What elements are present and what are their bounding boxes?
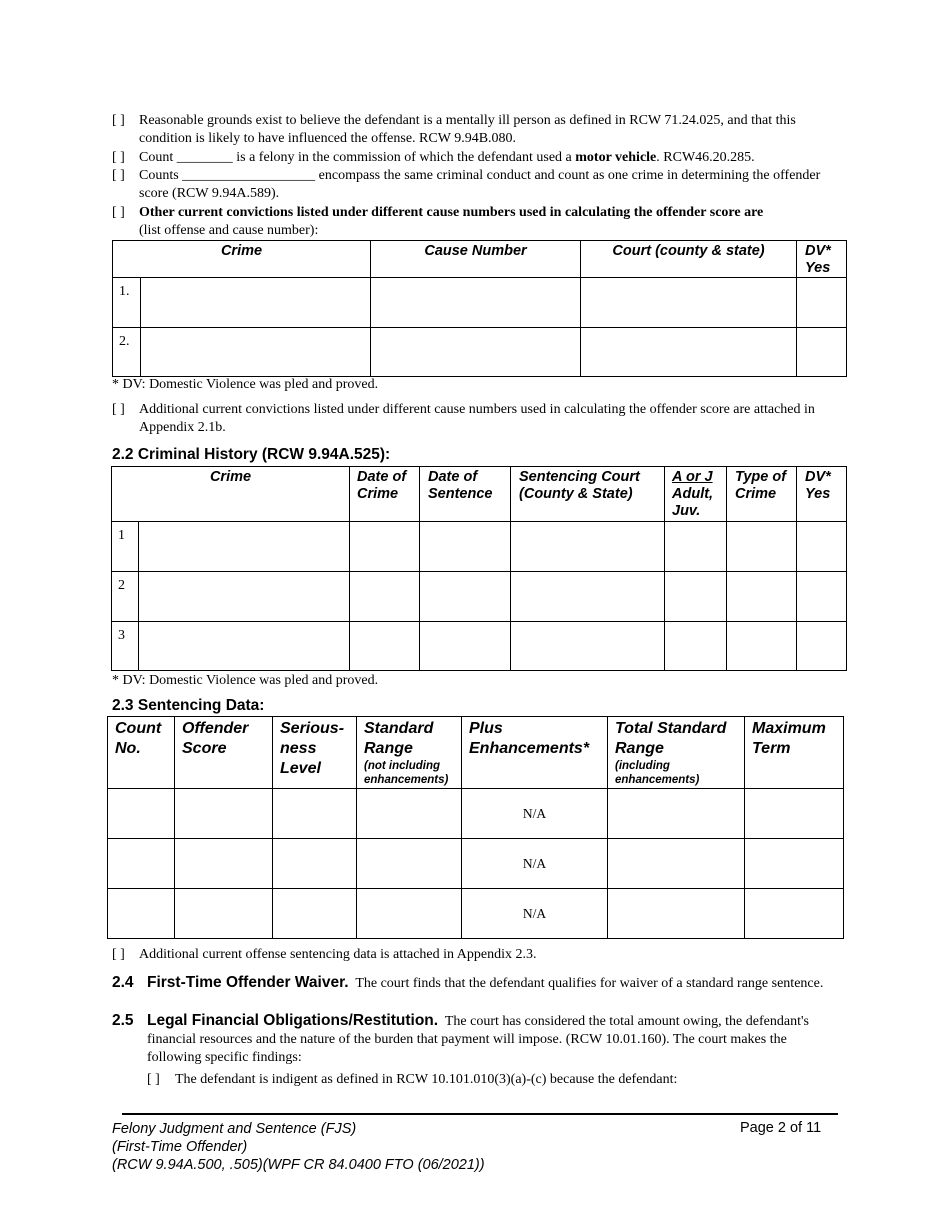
appendix-21b-item <box>112 401 842 437</box>
section-2-3-heading: 2.3 Sentencing Data: <box>112 697 265 714</box>
checkbox[interactable]: [ ] <box>147 1072 160 1087</box>
enhancements-na: N/A <box>462 789 608 839</box>
other-convictions-bold: Other current convictions listed under different cause numbers used in calculating the offender score are <box>139 205 764 220</box>
appendix-23-text: Additional current offense sentencing data is attached in Appendix 2.3. <box>139 947 537 962</box>
a-or-j: A or J <box>672 469 713 485</box>
row-number: 2. <box>113 328 141 377</box>
header-crime: Crime <box>112 467 350 522</box>
same-conduct-text: Counts ___________________ encompass the same criminal conduct and count as one crime in determining the offender score (RCW 9.94A.589). <box>139 168 821 201</box>
header-standard-range: Standard Range (not including enhancements) <box>357 717 462 789</box>
header-adult-juv: A or J Adult, Juv. <box>665 467 727 522</box>
checkbox[interactable]: [ ] <box>112 205 125 220</box>
cell-cause[interactable] <box>371 328 581 377</box>
motor-vehicle-rcw: . RCW46.20.285. <box>656 150 755 165</box>
same-conduct-item <box>112 167 842 203</box>
footer-rule <box>122 1113 838 1115</box>
other-convictions-rest: (list offense and cause number): <box>139 223 319 238</box>
header-seriousness: Serious-ness Level <box>273 717 357 789</box>
enhancements-na: N/A <box>462 839 608 889</box>
dv-note: * DV: Domestic Violence was pled and proved. <box>112 673 379 688</box>
enhancements-na: N/A <box>462 889 608 939</box>
footer-subtitle: (First-Time Offender) <box>112 1139 248 1155</box>
header-type: Type of Crime <box>727 467 797 522</box>
cell-cause[interactable] <box>371 278 581 328</box>
checkbox[interactable]: [ ] <box>112 947 125 962</box>
other-convictions-item <box>112 204 842 240</box>
section-2-4-title: First-Time Offender Waiver. <box>147 974 349 991</box>
section-2-4-number: 2.4 <box>112 974 134 991</box>
row-number: 1 <box>112 522 139 572</box>
dv-note: * DV: Domestic Violence was pled and proved. <box>112 377 379 392</box>
header-date-crime: Date of Crime <box>350 467 420 522</box>
header-crime: Crime <box>113 241 371 278</box>
appendix-23-item <box>112 946 842 964</box>
mental-illness-item <box>112 112 842 148</box>
checkbox[interactable]: [ ] <box>112 168 125 183</box>
section-2-5 <box>112 1012 842 1067</box>
header-date-sentence: Date of Sentence <box>420 467 511 522</box>
section-2-5-text: The court has considered the total amount owing, the defendant's financial resources and the nature of the burden that payment will impose. (RCW 10.01.160). The court makes the following specific findings: <box>147 1014 809 1065</box>
cell-court[interactable] <box>581 328 797 377</box>
mental-illness-text: Reasonable grounds exist to believe the defendant is a mentally ill person as defined in RCW 71.24.025, and that this condition is likely to have influenced the offense. RCW 9.94B.080. <box>139 113 796 146</box>
section-2-4 <box>112 974 842 993</box>
checkbox[interactable]: [ ] <box>112 150 125 165</box>
cell-dv[interactable] <box>797 328 847 377</box>
sentencing-data-table <box>107 716 844 939</box>
section-2-2-heading: 2.2 Criminal History (RCW 9.94A.525): <box>112 446 391 463</box>
section-2-5-number: 2.5 <box>112 1012 134 1029</box>
row-number: 3 <box>112 622 139 671</box>
section-2-4-text: The court finds that the defendant qualifies for waiver of a standard range sentence. <box>355 976 824 991</box>
header-maximum-term: Maximum Term <box>745 717 844 789</box>
cell-crime[interactable] <box>141 328 371 377</box>
header-count: Count No. <box>108 717 175 789</box>
header-total-standard-range: Total Standard Range (including enhancements) <box>608 717 745 789</box>
header-offender-score: Offender Score <box>175 717 273 789</box>
checkbox[interactable]: [ ] <box>112 113 125 128</box>
footer-title: Felony Judgment and Sentence (FJS) <box>112 1121 357 1137</box>
cell-crime[interactable] <box>141 278 371 328</box>
row-number: 2 <box>112 572 139 622</box>
page-number: Page 2 of 11 <box>740 1120 822 1136</box>
section-2-5-title: Legal Financial Obligations/Restitution. <box>147 1012 439 1029</box>
motor-vehicle-text: Count ________ is a felony in the commission of which the defendant used a <box>139 150 576 165</box>
indigent-text: The defendant is indigent as defined in RCW 10.101.010(3)(a)-(c) because the defendant: <box>175 1072 678 1087</box>
header-court: Court (county & state) <box>581 241 797 278</box>
cell-court[interactable] <box>581 278 797 328</box>
row-number: 1. <box>113 278 141 328</box>
motor-vehicle-item <box>112 149 842 167</box>
motor-vehicle-bold: motor vehicle <box>575 150 657 165</box>
header-plus-enhancements: Plus Enhancements* <box>462 717 608 789</box>
cell-dv[interactable] <box>797 278 847 328</box>
header-dv: DV* Yes <box>797 241 847 278</box>
header-sentencing-court: Sentencing Court (County & State) <box>511 467 665 522</box>
footer-form-id: (RCW 9.94A.500, .505)(WPF CR 84.0400 FTO (06/2021)) <box>112 1157 485 1173</box>
indigent-item <box>147 1071 847 1089</box>
header-dv: DV* Yes <box>797 467 847 522</box>
header-cause-number: Cause Number <box>371 241 581 278</box>
checkbox[interactable]: [ ] <box>112 402 125 417</box>
criminal-history-table <box>111 466 847 671</box>
other-convictions-table <box>112 240 847 377</box>
appendix-21b-text: Additional current convictions listed under different cause numbers used in calculating the offender score are attached in Appendix 2.1b. <box>139 402 815 435</box>
